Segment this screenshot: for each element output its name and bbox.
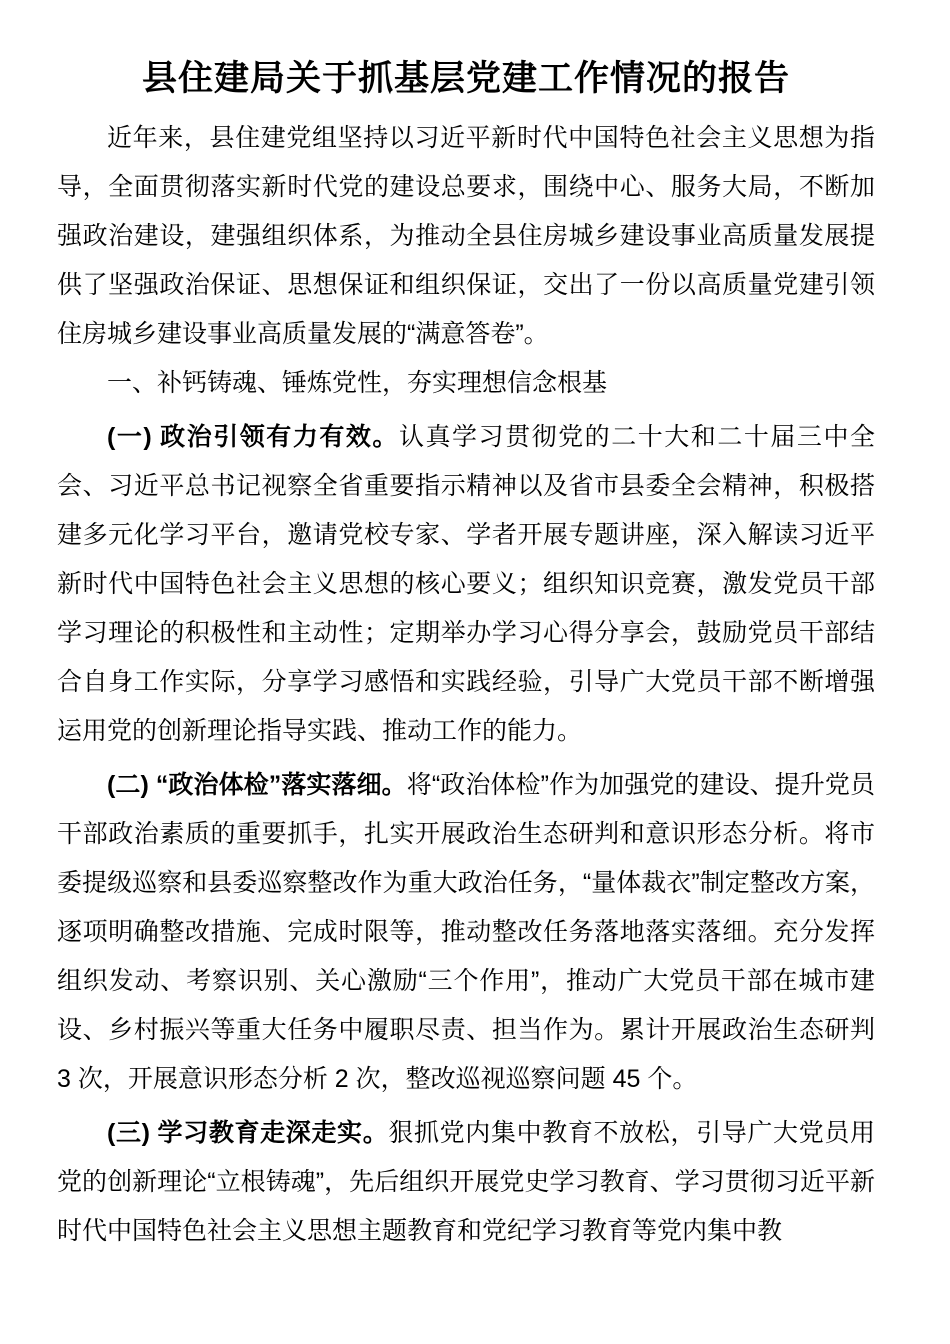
paragraph xyxy=(57,761,875,1104)
paragraph-lead: (一) 政治引领有力有效。 xyxy=(107,423,399,451)
paragraph-text: 狠抓党内集中教育不放松，引导广大党员用党的创新理论“立根铸魂”，先后组织开展党史学习教育、学习贯彻习近平新时代中国特色社会主义思想主题教育和党纪学习教育等党内集中教 xyxy=(57,1119,875,1245)
document-body xyxy=(57,114,875,1256)
paragraph xyxy=(57,114,875,359)
paragraph-text: 近年来，县住建党组坚持以习近平新时代中国特色社会主义思想为指导，全面贯彻落实新时代党的建设总要求，围绕中心、服务大局，不断加强政治建设，建强组织体系，为推动全县住房城乡建设事业高质量发展提供了坚强政治保证、思想保证和组织保证，交出了一份以高质量党建引领住房城乡建设事业高质量发展的“满意答卷”。 xyxy=(57,124,875,348)
paragraph-text: 将“政治体检”作为加强党的建设、提升党员干部政治素质的重要抓手，扎实开展政治生态研判和意识形态分析。将市委提级巡察和县委巡察整改作为重大政治任务，“量体裁衣”制定整改方案，逐项明确整改措施、完成时限等，推动整改任务落地落实落细。充分发挥组织发动、考察识别、关心激励“三个作用”，推动广大党员干部在城市建设、乡村振兴等重大任务中履职尽责、担当作为。累计开展政治生态研判 3 次，开展意识形态分析 2 次，整改巡视巡察问题 45 个。 xyxy=(57,771,875,1093)
paragraph-lead: (二) “政治体检”落实落细。 xyxy=(107,771,407,799)
section-heading xyxy=(57,359,875,408)
paragraph-text: 一、补钙铸魂、锤炼党性，夯实理想信念根基 xyxy=(107,369,608,397)
paragraph xyxy=(57,1109,875,1256)
document-title: 县住建局关于抓基层党建工作情况的报告 xyxy=(141,59,790,98)
paragraph-lead: (三) 学习教育走深走实。 xyxy=(107,1119,389,1147)
paragraph xyxy=(57,413,875,756)
paragraph-text: 认真学习贯彻党的二十大和二十届三中全会、习近平总书记视察全省重要指示精神以及省市县委全会精神，积极搭建多元化学习平台，邀请党校专家、学者开展专题讲座，深入解读习近平新时代中国特色社会主义思想的核心要义；组织知识竞赛，激发党员干部学习理论的积极性和主动性；定期举办学习心得分享会，鼓励党员干部结合自身工作实际，分享学习感悟和实践经验，引导广大党员干部不断增强运用党的创新理论指导实践、推动工作的能力。 xyxy=(57,423,875,745)
